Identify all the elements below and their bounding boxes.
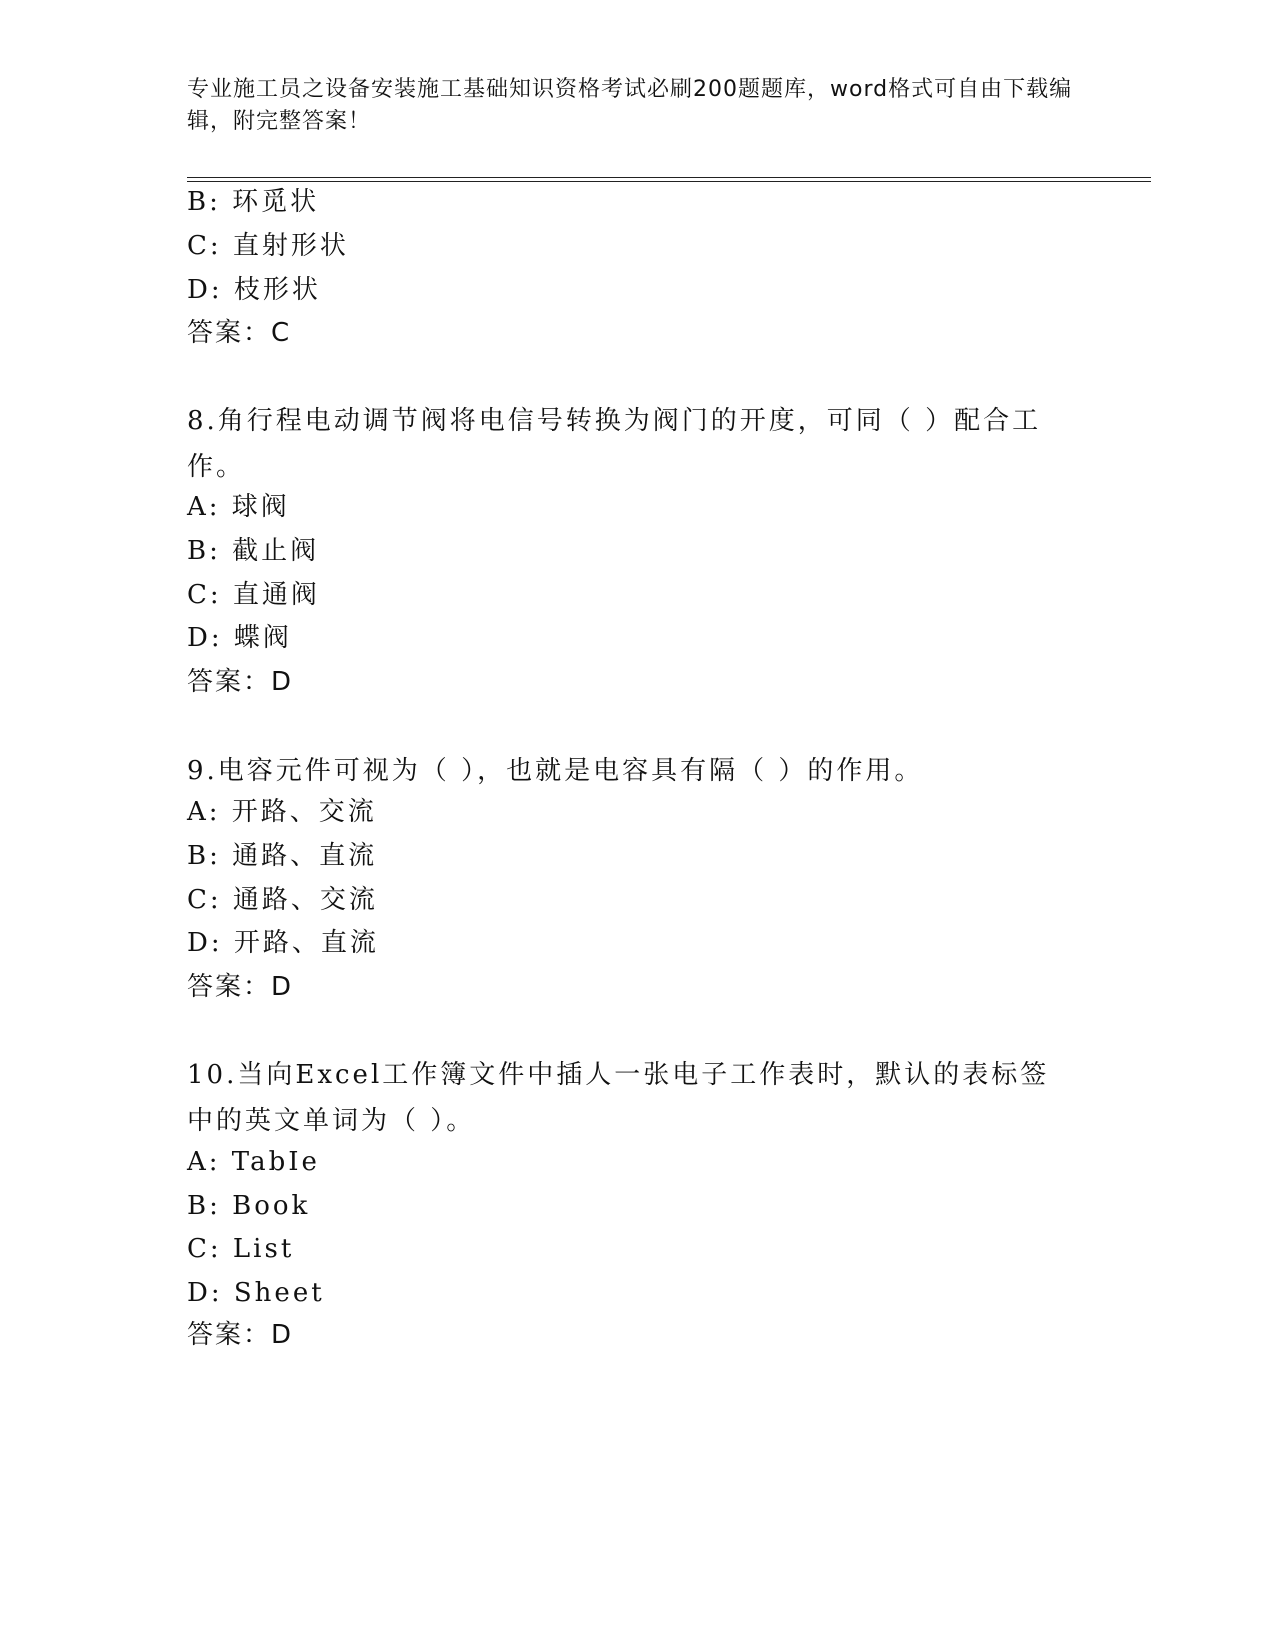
option-a: A: 开路、交流 bbox=[187, 797, 377, 827]
answer-line: 答案：D bbox=[187, 972, 294, 1002]
header-divider-top bbox=[187, 177, 1151, 178]
option-b: B: 通路、直流 bbox=[187, 841, 378, 871]
answer-line: 答案：D bbox=[187, 1320, 294, 1350]
option-d: D: Sheet bbox=[187, 1278, 325, 1308]
option-d: D: 枝形状 bbox=[187, 275, 321, 305]
option-a: A: TabIe bbox=[187, 1147, 320, 1177]
question-text: 8.角行程电动调节阀将电信号转换为阀门的开度，可同（ ）配合工作。 bbox=[187, 406, 1042, 482]
question-text: 10.当向Excel工作簿文件中插人一张电子工作表时，默认的表标签中的英文单词为（ ）。 bbox=[187, 1060, 1050, 1136]
answer-line: 答案：C bbox=[187, 318, 292, 348]
option-b: B: 环觅状 bbox=[187, 187, 320, 217]
option-c: C: 直射形状 bbox=[187, 231, 349, 261]
option-d: D: 蝶阀 bbox=[187, 623, 292, 653]
header-divider-bottom bbox=[187, 181, 1151, 182]
option-b: B: 截止阀 bbox=[187, 536, 320, 566]
option-d: D: 开路、直流 bbox=[187, 928, 379, 958]
option-c: C: 通路、交流 bbox=[187, 885, 378, 915]
question-text: 9.电容元件可视为（ ），也就是电容具有隔（ ）的作用。 bbox=[187, 756, 924, 786]
option-c: C: 直通阀 bbox=[187, 580, 320, 610]
option-c: C: List bbox=[187, 1234, 295, 1264]
document-header: 专业施工员之设备安装施工基础知识资格考试必刷200题题库，word格式可自由下载编辑，附完整答案！ bbox=[187, 77, 1073, 134]
option-a: A: 球阀 bbox=[187, 492, 290, 522]
option-b: B: Book bbox=[187, 1191, 311, 1221]
answer-line: 答案：D bbox=[187, 667, 294, 697]
